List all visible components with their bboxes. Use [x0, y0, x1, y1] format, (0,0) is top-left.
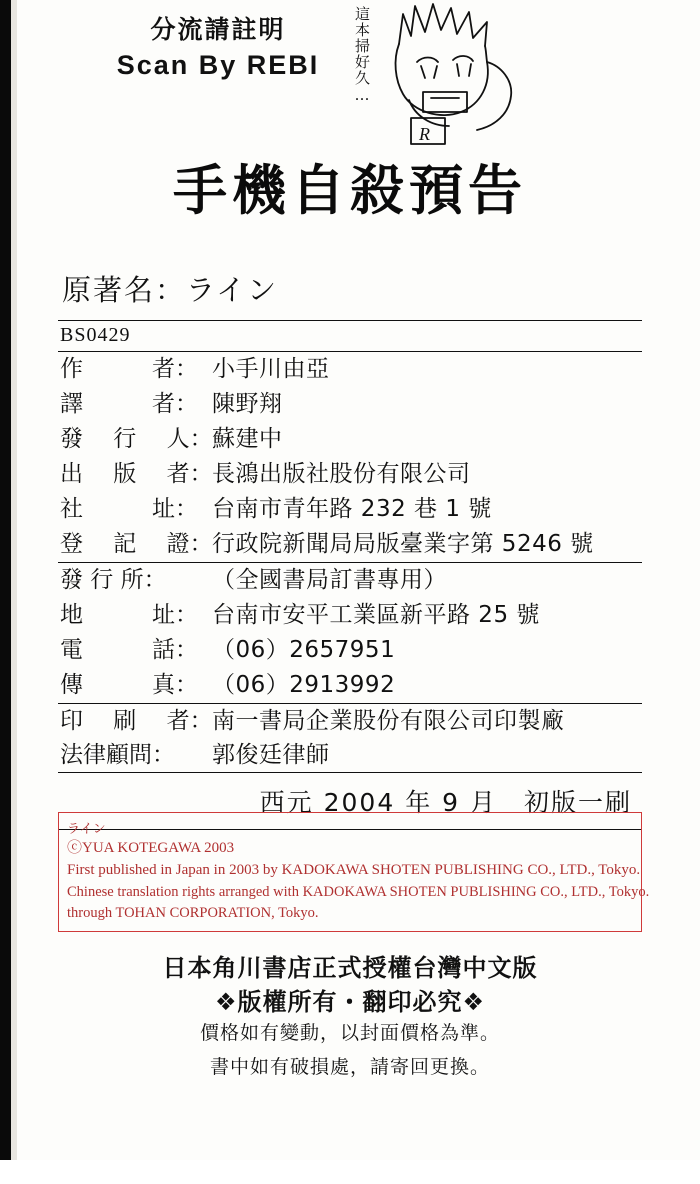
character-doodle-icon [345, 0, 535, 155]
publication-date: 西元 2004 年 9 月 初版一刷 [259, 788, 632, 817]
colophon-label: 傳 真： [60, 672, 198, 698]
colophon-label: 譯 者： [60, 391, 198, 417]
colophon-label: 登 記 證： [60, 531, 213, 557]
colophon-value: （06）2913992 [212, 672, 396, 698]
colophon-row [58, 527, 642, 562]
colophon-value: 小手川由亞 [212, 356, 330, 382]
copyright-line: ⓒYUA KOTEGAWA 2003 [67, 840, 235, 856]
colophon-row [58, 457, 642, 492]
colophon-value: 陳野翔 [212, 391, 283, 417]
original-title-row: 原著名：ライン [62, 273, 279, 307]
colophon-row [58, 563, 642, 598]
colophon-value: 台南市青年路 232 巷 1 號 [212, 496, 492, 522]
colophon-row [58, 598, 642, 633]
copyright-box [58, 812, 650, 932]
colophon-row [58, 387, 642, 422]
colophon-row [58, 422, 642, 457]
copyright-jp-title: ライン [67, 822, 106, 837]
scan-credit [88, 14, 348, 83]
page-bottom-edge [0, 1160, 700, 1184]
book-title: 手機自殺預告 [173, 159, 527, 222]
colophon-value: 台南市安平工業區新平路 25 號 [212, 602, 540, 628]
colophon-value: 南一書局企業股份有限公司印製廠 [212, 708, 565, 734]
colophon-label: 法律顧問： [60, 742, 175, 768]
colophon-label: 電 話： [60, 637, 198, 663]
colophon-label: 發 行 所： [60, 567, 167, 593]
colophon-value: 行政院新聞局局版臺業字第 5246 號 [212, 531, 594, 557]
colophon-table [58, 320, 642, 830]
book-code: BS0429 [58, 321, 642, 352]
colophon-value: （全國書局訂書專用） [212, 567, 447, 593]
colophon-label: 社 址： [60, 496, 198, 522]
scan-credit-english: Scan By REBI [116, 50, 320, 81]
colophon-label: 地 址： [60, 602, 198, 628]
colophon-label: 發 行 人： [60, 426, 213, 452]
colophon-row [58, 492, 642, 527]
colophon-value: 長鴻出版社股份有限公司 [212, 461, 471, 487]
colophon-row [58, 633, 642, 668]
doodle-signature: R [419, 124, 430, 144]
copyright-line: First published in Japan in 2003 by KADOKAWA SHOTEN PUBLISHING CO., LTD., Tokyo. [67, 861, 641, 878]
colophon-row [58, 704, 642, 739]
colophon-value: 郭俊廷律師 [212, 742, 330, 768]
price-notice: 價格如有變動，以封面價格為準。 [199, 1022, 500, 1044]
colophon-row [58, 668, 642, 703]
colophon-label: 印 刷 者： [60, 708, 213, 734]
colophon-value: 蘇建中 [212, 426, 283, 452]
colophon-label: 出 版 者： [60, 461, 213, 487]
doodle-vertical-text: 這本掃好久… [353, 6, 371, 105]
license-notice: 日本角川書店正式授權台灣中文版 [162, 954, 538, 982]
colophon-row [58, 352, 642, 387]
scan-credit-chinese: 分流請註明 [150, 15, 286, 44]
copyright-line: Chinese translation rights arranged with KADOKAWA SHOTEN PUBLISHING CO., LTD., Tokyo. [67, 883, 650, 900]
copyright-line: through TOHAN CORPORATION, Tokyo. [67, 904, 319, 921]
colophon-label: 作 者： [60, 356, 198, 382]
damage-notice: 書中如有破損處，請寄回更換。 [209, 1056, 490, 1078]
colophon-row [58, 739, 642, 772]
colophon-value: （06）2657951 [212, 637, 396, 663]
copyright-notice: ❖版權所有・翻印必究❖ [214, 988, 486, 1016]
